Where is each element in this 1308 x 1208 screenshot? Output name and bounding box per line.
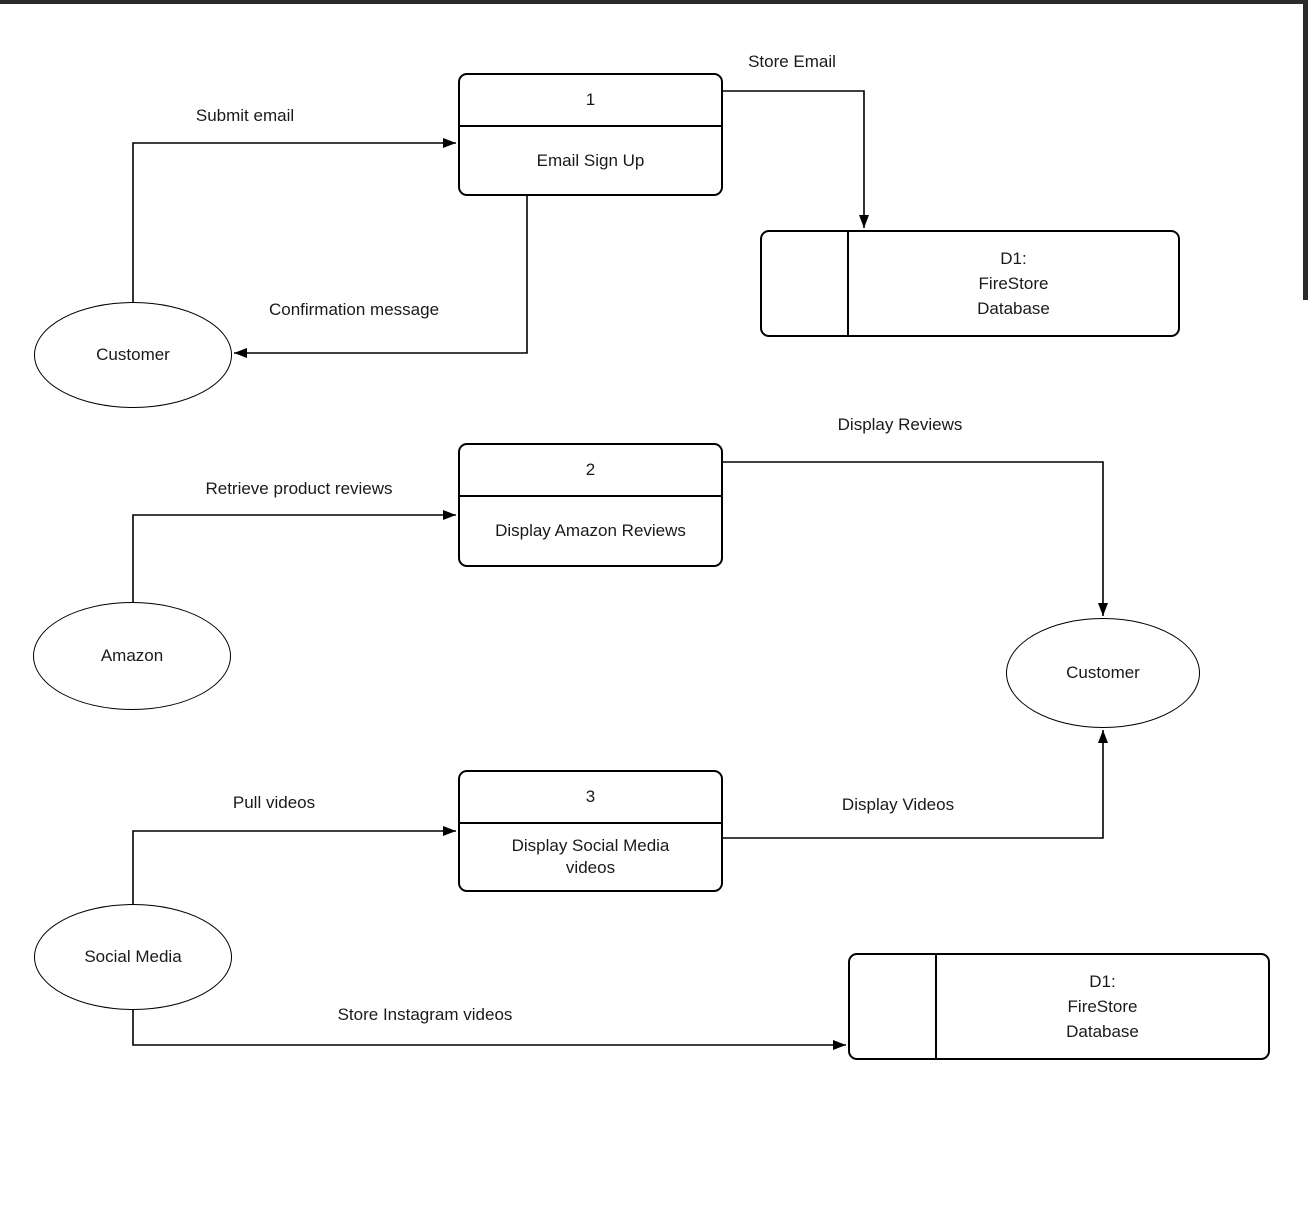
- flow-label-confirmation-message: Confirmation message: [268, 300, 440, 319]
- flow-label-retrieve-product-reviews: Retrieve product reviews: [205, 479, 393, 498]
- datastore-line: FireStore: [978, 274, 1049, 293]
- datastore-key-cell: [762, 232, 849, 335]
- flow-label-submit-email: Submit email: [195, 106, 295, 125]
- flow-display-videos-connector: [723, 730, 1103, 838]
- flow-store-email-connector: [723, 91, 864, 228]
- entity-label: Amazon: [100, 646, 164, 665]
- flow-pull-videos-connector: [133, 831, 456, 904]
- process-node-display-social-media-videos: [458, 770, 723, 892]
- flow-retrieve-product-reviews-connector: [133, 515, 456, 603]
- entity-social-media: [34, 904, 232, 1010]
- flow-label-display-reviews: Display Reviews: [837, 415, 963, 434]
- datastore-key-cell: [850, 955, 937, 1058]
- process-node-display-amazon-reviews: [458, 443, 723, 567]
- process-node-email-sign-up: [458, 73, 723, 196]
- entity-customer-right: [1006, 618, 1200, 728]
- process-name: Display Amazon Reviews: [495, 521, 686, 540]
- datastore-firestore-top: [760, 230, 1180, 337]
- flow-display-reviews-connector: [723, 462, 1103, 616]
- entity-amazon: [33, 602, 231, 710]
- entity-label: Customer: [1066, 663, 1140, 682]
- process-name: Display Social Media videos: [511, 836, 670, 877]
- process-number: 2: [460, 445, 721, 497]
- datastore-line: Database: [1066, 1022, 1139, 1041]
- flow-label-pull-videos: Pull videos: [232, 793, 316, 812]
- datastore-line: Database: [977, 299, 1050, 318]
- flow-label-store-email: Store Email: [748, 52, 836, 71]
- datastore-firestore-bottom: [848, 953, 1270, 1060]
- datastore-line: D1:: [1000, 249, 1027, 268]
- process-name: Email Sign Up: [536, 150, 645, 170]
- entity-label: Social Media: [84, 947, 182, 966]
- entity-label: Customer: [96, 345, 170, 364]
- flow-confirmation-message-connector: [234, 196, 527, 353]
- flow-label-display-videos: Display Videos: [841, 795, 955, 814]
- flow-label-store-instagram-videos: Store Instagram videos: [337, 1005, 513, 1024]
- process-number: 1: [460, 75, 721, 127]
- entity-customer-left: [34, 302, 232, 408]
- datastore-line: FireStore: [1067, 997, 1138, 1016]
- datastore-line: D1:: [1089, 972, 1116, 991]
- flow-submit-email-connector: [133, 143, 456, 303]
- process-number: 3: [460, 772, 721, 824]
